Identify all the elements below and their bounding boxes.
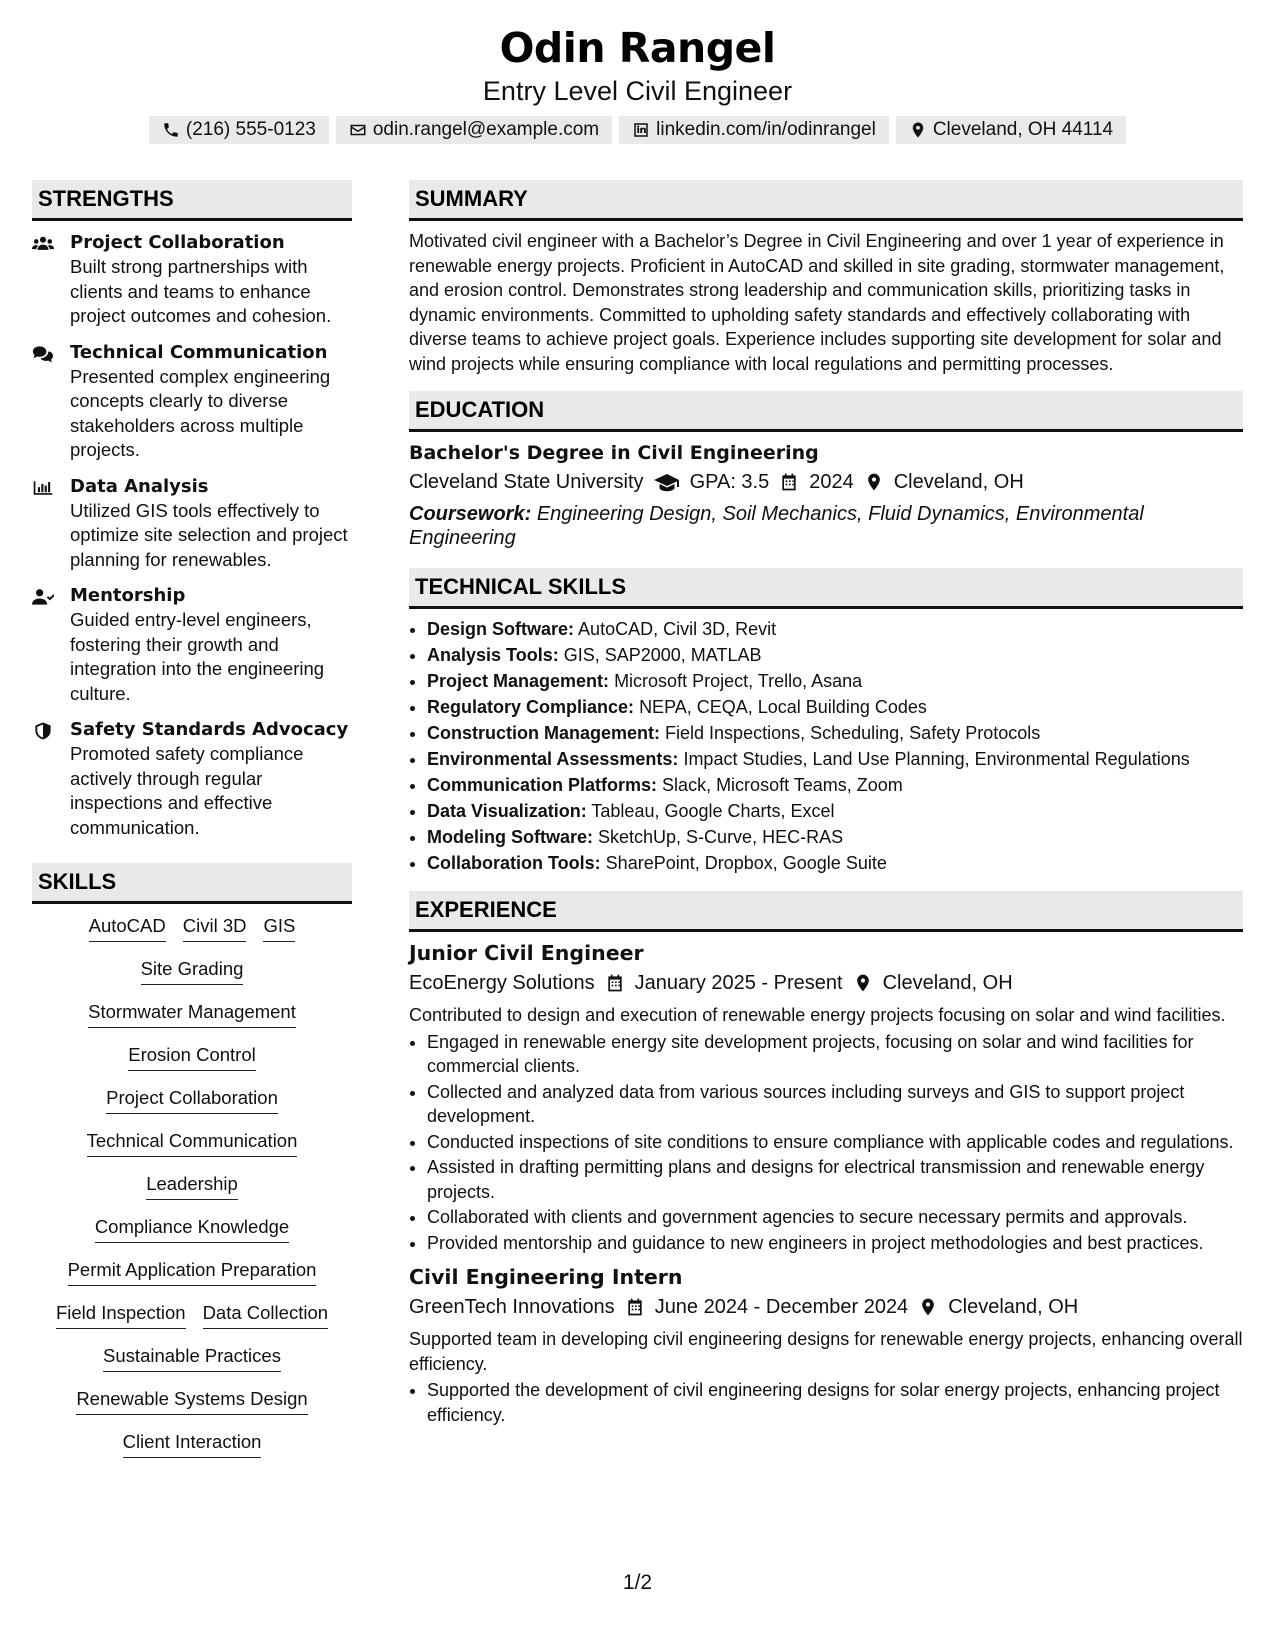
job-location: Cleveland, OH [882, 972, 1013, 994]
summary-heading: SUMMARY [409, 180, 1243, 221]
technical-skills-heading: TECHNICAL SKILLS [409, 568, 1243, 609]
tech-skill-value: SketchUp, S-Curve, HEC-RAS [598, 827, 844, 847]
users-icon [32, 234, 54, 254]
job-description: Contributed to design and execution of renewable energy projects focusing on solar and wind facilities. [409, 1005, 1226, 1025]
strength-desc: Built strong partnerships with clients and teams to enhance project outcomes and cohesion. [70, 256, 332, 326]
tech-skill-value: Slack, Microsoft Teams, Zoom [662, 775, 903, 795]
tech-skill-label: Environmental Assessments: [427, 749, 679, 769]
tech-skill-value: NEPA, CEQA, Local Building Codes [639, 697, 927, 717]
education-heading: EDUCATION [409, 391, 1243, 432]
contact-location[interactable] [896, 116, 1126, 144]
job-entry [409, 939, 1243, 1255]
contact-email-text: odin.rangel@example.com [372, 119, 600, 140]
strength-title: Mentorship [70, 585, 186, 606]
tech-skill-value: SharePoint, Dropbox, Google Suite [605, 853, 887, 873]
strength-title: Project Collaboration [70, 232, 285, 253]
strengths-heading: STRENGTHS [32, 180, 352, 221]
list-item: • Supported the development of civil engineering designs for solar energy projects, enhancing project efficiency. [427, 1378, 1243, 1427]
coursework-list: Engineering Design, Soil Mechanics, Fluid Dynamics, Environmental Engineering [409, 503, 1144, 549]
calendar-icon [779, 472, 799, 492]
list-item: • Provided mentorship and guidance to new engineers in project methodologies and best practices. [427, 1231, 1243, 1256]
location-icon [918, 1297, 938, 1317]
strength-item [32, 718, 352, 840]
skill-tag: GIS [263, 914, 295, 942]
school-location: Cleveland, OH [893, 471, 1024, 493]
contact-location-text: Cleveland, OH 44114 [932, 119, 1114, 140]
list-item [427, 772, 1243, 798]
job-title: Entry Level Civil Engineer [482, 76, 793, 106]
graduation-year: 2024 [809, 471, 854, 493]
location-icon [909, 121, 927, 139]
strength-item [32, 584, 352, 706]
experience-heading: EXPERIENCE [409, 891, 1243, 932]
strength-desc: Presented complex engineering concepts clearly to diverse stakeholders across multiple projects. [70, 365, 331, 460]
list-item: • Assisted in drafting permitting plans and designs for electrical transmission and renewable energy projects. [427, 1155, 1243, 1204]
tech-skill-value: Field Inspections, Scheduling, Safety Protocols [665, 723, 1041, 743]
degree-name: Bachelor's Degree in Civil Engineering [409, 442, 819, 464]
strength-desc: Guided entry-level engineers, fostering their growth and integration into the engineering culture. [70, 609, 325, 704]
tech-skill-value: Microsoft Project, Trello, Asana [614, 671, 863, 691]
skill-tag: Site Grading [141, 957, 244, 985]
summary-text: Motivated civil engineer with a Bachelor’s Degree in Civil Engineering and over 1 year of experience in renewable energy projects. Proficient in AutoCAD and skilled in site grading, stormwater management, and erosion control. Demonstrates strong leadership and communication skills, prioritizing tasks in dynamic environments. Committed to upholding safety standards and effectively collaborating with diverse teams to achieve project goals. Experience includes supporting site development for solar and wind projects while ensuring compliance with local regulations and permitting processes. [409, 231, 1225, 374]
contact-email[interactable] [336, 116, 612, 144]
bar-chart-icon [32, 478, 54, 498]
job-location: Cleveland, OH [948, 1296, 1079, 1318]
tech-skill-label: Data Visualization: [427, 801, 587, 821]
calendar-icon [625, 1297, 645, 1317]
list-item [427, 824, 1243, 850]
strength-desc: Utilized GIS tools effectively to optimize site selection and project planning for renewables. [70, 499, 348, 570]
strengths-list [32, 231, 352, 840]
company-name: GreenTech Innovations [409, 1296, 615, 1318]
contact-bar [0, 116, 1275, 144]
tech-skill-label: Construction Management: [427, 723, 661, 743]
company-name: EcoEnergy Solutions [409, 972, 595, 994]
candidate-name: Odin Rangel [499, 24, 776, 72]
coursework-label: Coursework: [409, 503, 532, 525]
list-item [427, 720, 1243, 746]
list-item [427, 616, 1243, 642]
user-check-icon [32, 587, 54, 607]
contact-linkedin[interactable] [619, 116, 889, 144]
strength-title: Safety Standards Advocacy [70, 719, 349, 740]
job-bullets [409, 1378, 1243, 1427]
skill-tag: Project Collaboration [106, 1086, 278, 1114]
job-dates: June 2024 - December 2024 [654, 1296, 909, 1318]
contact-linkedin-text: linkedin.com/in/odinrangel [656, 119, 876, 140]
education-meta [409, 467, 1243, 497]
skill-tag: Stormwater Management [88, 1000, 296, 1028]
tech-skill-value: AutoCAD, Civil 3D, Revit [578, 619, 777, 639]
education-entry [409, 440, 1243, 550]
tech-skill-label: Project Management: [427, 671, 610, 691]
tech-skill-value: Tableau, Google Charts, Excel [591, 801, 835, 821]
skill-tag: Civil 3D [183, 914, 247, 942]
resume-header [0, 22, 1275, 144]
job-meta [409, 967, 1243, 999]
job-entry [409, 1263, 1243, 1427]
location-icon [853, 973, 873, 993]
skill-tag: Data Collection [203, 1301, 328, 1329]
tech-skill-label: Communication Platforms: [427, 775, 658, 795]
coursework [409, 502, 1243, 550]
comments-icon [32, 344, 54, 364]
location-icon [864, 472, 884, 492]
shield-icon [32, 721, 54, 741]
technical-skills-list [409, 616, 1243, 876]
job-bullets [409, 1030, 1243, 1256]
list-item [427, 746, 1243, 772]
tech-skill-label: Analysis Tools: [427, 645, 559, 665]
list-item [427, 642, 1243, 668]
tech-skill-label: Collaboration Tools: [427, 853, 601, 873]
list-item [427, 668, 1243, 694]
tech-skill-value: GIS, SAP2000, MATLAB [563, 645, 762, 665]
list-item: • Collaborated with clients and government agencies to secure necessary permits and approvals. [427, 1205, 1243, 1230]
tech-skill-label: Modeling Software: [427, 827, 593, 847]
job-description: Supported team in developing civil engineering designs for renewable energy projects, enhancing overall efficiency. [409, 1329, 1243, 1374]
skills-list [32, 914, 352, 1458]
skill-tag: Compliance Knowledge [95, 1215, 289, 1243]
list-item: • Engaged in renewable energy site development projects, focusing on solar and wind facilities for commercial clients. [427, 1030, 1243, 1079]
calendar-icon [605, 973, 625, 993]
tech-skill-value: Impact Studies, Land Use Planning, Environmental Regulations [683, 749, 1190, 769]
skill-tag: Sustainable Practices [103, 1344, 281, 1372]
envelope-icon [349, 121, 367, 139]
tech-skill-label: Regulatory Compliance: [427, 697, 635, 717]
skill-tag: Client Interaction [123, 1430, 262, 1458]
strength-title: Technical Communication [70, 341, 328, 363]
phone-icon [162, 121, 180, 139]
list-item: • Conducted inspections of site conditions to ensure compliance with applicable codes and regulations. [427, 1130, 1243, 1155]
strength-title: Data Analysis [70, 475, 209, 497]
skill-tag: Erosion Control [128, 1043, 256, 1071]
contact-phone[interactable] [149, 116, 329, 144]
list-item [427, 694, 1243, 720]
strength-desc: Promoted safety compliance actively through regular inspections and effective communication. [70, 743, 304, 838]
job-title: Junior Civil Engineer [409, 941, 644, 965]
skill-tag: AutoCAD [89, 914, 166, 942]
skills-heading: SKILLS [32, 863, 352, 904]
skill-tag: Renewable Systems Design [76, 1387, 307, 1415]
linkedin-icon [632, 121, 650, 139]
graduation-cap-icon [654, 472, 680, 492]
job-title: Civil Engineering Intern [409, 1265, 683, 1289]
list-item [427, 850, 1243, 876]
school-name: Cleveland State University [409, 471, 644, 493]
job-dates: January 2025 - Present [634, 972, 843, 994]
skill-tag: Technical Communication [87, 1129, 298, 1157]
skill-tag: Permit Application Preparation [68, 1258, 317, 1286]
skill-tag: Leadership [146, 1172, 238, 1200]
page-number: 1/2 [622, 1571, 653, 1594]
strength-item [32, 475, 352, 573]
list-item [427, 798, 1243, 824]
strength-item [32, 231, 352, 329]
strength-item [32, 341, 352, 463]
gpa: GPA: 3.5 [689, 471, 770, 493]
list-item: • Collected and analyzed data from various sources including surveys and GIS to support project development. [427, 1080, 1243, 1129]
right-column [409, 180, 1243, 1435]
job-meta [409, 1291, 1243, 1323]
tech-skill-label: Design Software: [427, 619, 575, 639]
skill-tag: Field Inspection [56, 1301, 186, 1329]
contact-phone-text: (216) 555-0123 [185, 119, 316, 140]
left-column [32, 180, 352, 1458]
